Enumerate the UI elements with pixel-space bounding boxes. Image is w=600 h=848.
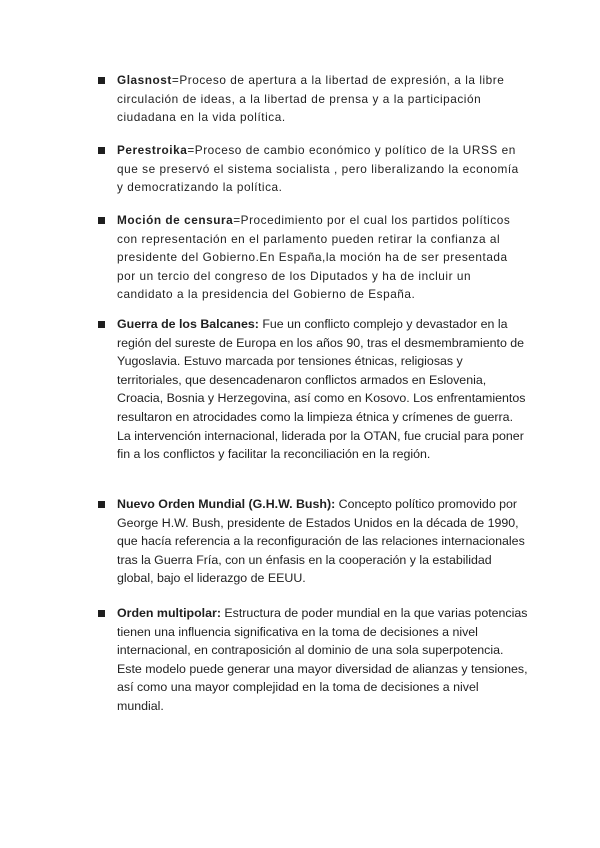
definition-text: [117, 315, 528, 464]
definition-text: [117, 211, 528, 304]
definition-body: Fue un conflicto complejo y devastador en la región del sureste de Europa en los años 90, tras el desmembramiento de Yugoslavia. Estuvo marcada por tensiones étnicas, religiosas y territoriales, que desencadenaron conflictos armados en Eslovenia, Croacia, Bosnia y Herzegovina, así como en Kosovo. Los enfrentamientos resultaron en atrocidades como la limpieza étnica y crímenes de guerra. La intervención internacional, liderada por la OTAN, fue crucial para poner fin a los conflictos y facilitar la reconciliación en la región.: [117, 317, 526, 462]
definition-text: [117, 495, 528, 588]
definition-body: Proceso de cambio económico y político de la URSS en que se preservó el sistema socialista , pero liberalizando la economía y democratizando la política.: [117, 143, 519, 195]
term-label: Glasnost: [117, 73, 172, 87]
definition-perestroika: [98, 141, 528, 197]
square-bullet-icon: [98, 147, 105, 154]
definition-text: [117, 141, 528, 197]
term-separator: =: [187, 143, 195, 157]
square-bullet-icon: [98, 610, 105, 617]
definition-nuevo-orden-mundial: [98, 495, 528, 588]
square-bullet-icon: [98, 501, 105, 508]
term-label: Perestroika: [117, 143, 188, 157]
definition-body: Proceso de apertura a la libertad de expresión, a la libre circulación de ideas, a la libertad de prensa y a la participación ciudadana en la vida política.: [117, 73, 505, 125]
definition-body: Concepto político promovido por George H.W. Bush, presidente de Estados Unidos en la década de 1990, que hacía referencia a la reconfiguración de las relaciones internacionales tras la Guerra Fría, con un énfasis en la cooperación y la estabilidad global, bajo el liderazgo de EEUU.: [117, 497, 525, 586]
definition-mocion-de-censura: [98, 211, 528, 304]
term-label: Guerra de los Balcanes:: [117, 317, 259, 331]
term-separator: =: [171, 73, 180, 87]
definition-body: Estructura de poder mundial en la que varias potencias tienen una influencia significativa en la toma de decisiones a nivel internacional, en contraposición al dominio de una sola superpotencia. Este modelo puede generar una mayor diversidad de alianzas y tensiones, así como una mayor complejidad en la toma de decisiones a nivel mundial.: [117, 606, 528, 713]
definition-guerra-de-los-balcanes: [98, 315, 528, 464]
term-label: Moción de censura: [117, 213, 234, 227]
square-bullet-icon: [98, 321, 105, 328]
term-label: Orden multipolar:: [117, 606, 221, 620]
square-bullet-icon: [98, 217, 105, 224]
definition-body: Procedimiento por el cual los partidos políticos con representación en el parlamento pueden retirar la confianza al presidente del Gobierno.En España,la moción ha de ser presentada por un tercio del congreso de los Diputados y ha de incluir un candidato a la presidencia del Gobierno de España.: [117, 213, 511, 302]
definition-glasnost: [98, 71, 528, 127]
definition-orden-multipolar: [98, 604, 528, 716]
term-separator: =: [233, 213, 241, 227]
square-bullet-icon: [98, 77, 105, 84]
definition-text: [117, 71, 528, 127]
term-label: Nuevo Orden Mundial (G.H.W. Bush):: [117, 497, 336, 511]
definition-text: [117, 604, 528, 716]
